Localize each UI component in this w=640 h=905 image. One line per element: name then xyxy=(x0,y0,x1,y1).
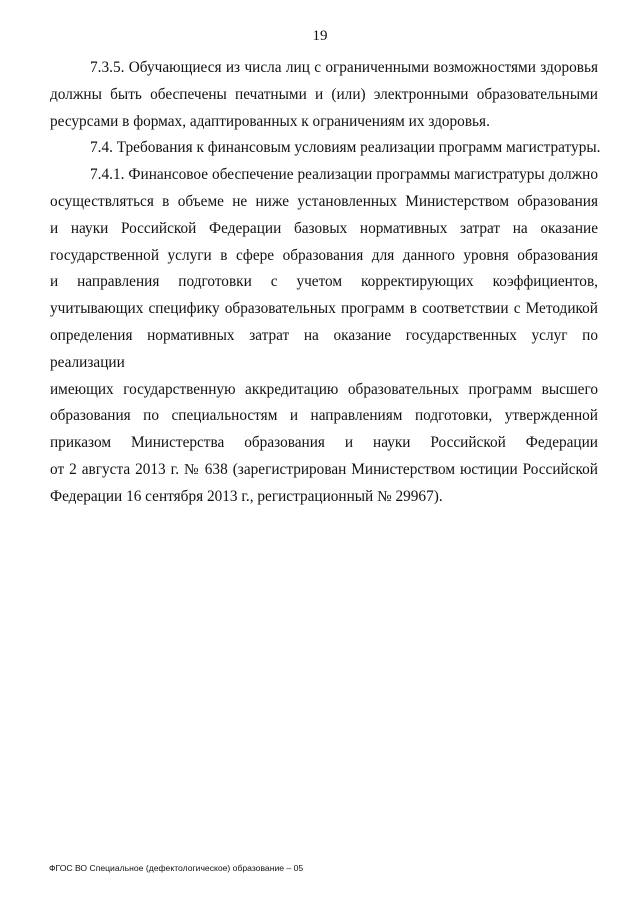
paragraph-7-4-1 xyxy=(50,162,598,510)
document-body xyxy=(50,55,601,511)
text-line: приказом Министерства образования и науки Российской Федерации xyxy=(50,434,598,452)
text-line: и науки Российской Федерации базовых нормативных затрат на оказание xyxy=(50,219,598,237)
text-line: осуществляться в объеме не ниже установленных Министерством образования xyxy=(50,192,598,210)
text-line: определения нормативных затрат на оказание государственных услуг по реализации xyxy=(50,326,598,371)
text-line: образования по специальностям и направлениям подготовки, утвержденной xyxy=(50,407,598,425)
text-line: учитывающих специфику образовательных программ в соответствии с Методикой xyxy=(50,300,598,318)
page-footer: ФГОС ВО Специальное (дефектологическое) образование – 05 xyxy=(49,863,304,873)
text-line: ресурсами в формах, адаптированных к ограничениям их здоровья. xyxy=(50,112,490,130)
paragraph-7-4-heading xyxy=(50,135,601,162)
page-number: 19 xyxy=(312,28,328,44)
text-line: Федерации 16 сентября 2013 г., регистрационный № 29967). xyxy=(50,487,443,505)
text-line: и направления подготовки с учетом корректирующих коэффициентов, xyxy=(50,273,598,291)
text-line: 7.4. Требования к финансовым условиям реализации программ магистратуры. xyxy=(90,139,601,157)
text-line: 7.4.1. Финансовое обеспечение реализации программы магистратуры должно xyxy=(90,166,598,184)
paragraph-7-3-5 xyxy=(50,55,598,135)
text-line: 7.3.5. Обучающиеся из числа лиц с ограниченными возможностями здоровья xyxy=(90,59,598,76)
text-line: должны быть обеспечены печатными и (или) электронными образовательными xyxy=(50,85,598,103)
text-line: от 2 августа 2013 г. № 638 (зарегистрирован Министерством юстиции Российской xyxy=(50,460,598,478)
text-line: государственной услуги в сфере образования для данного уровня образования xyxy=(50,246,598,264)
text-line: имеющих государственную аккредитацию образовательных программ высшего xyxy=(50,380,598,398)
